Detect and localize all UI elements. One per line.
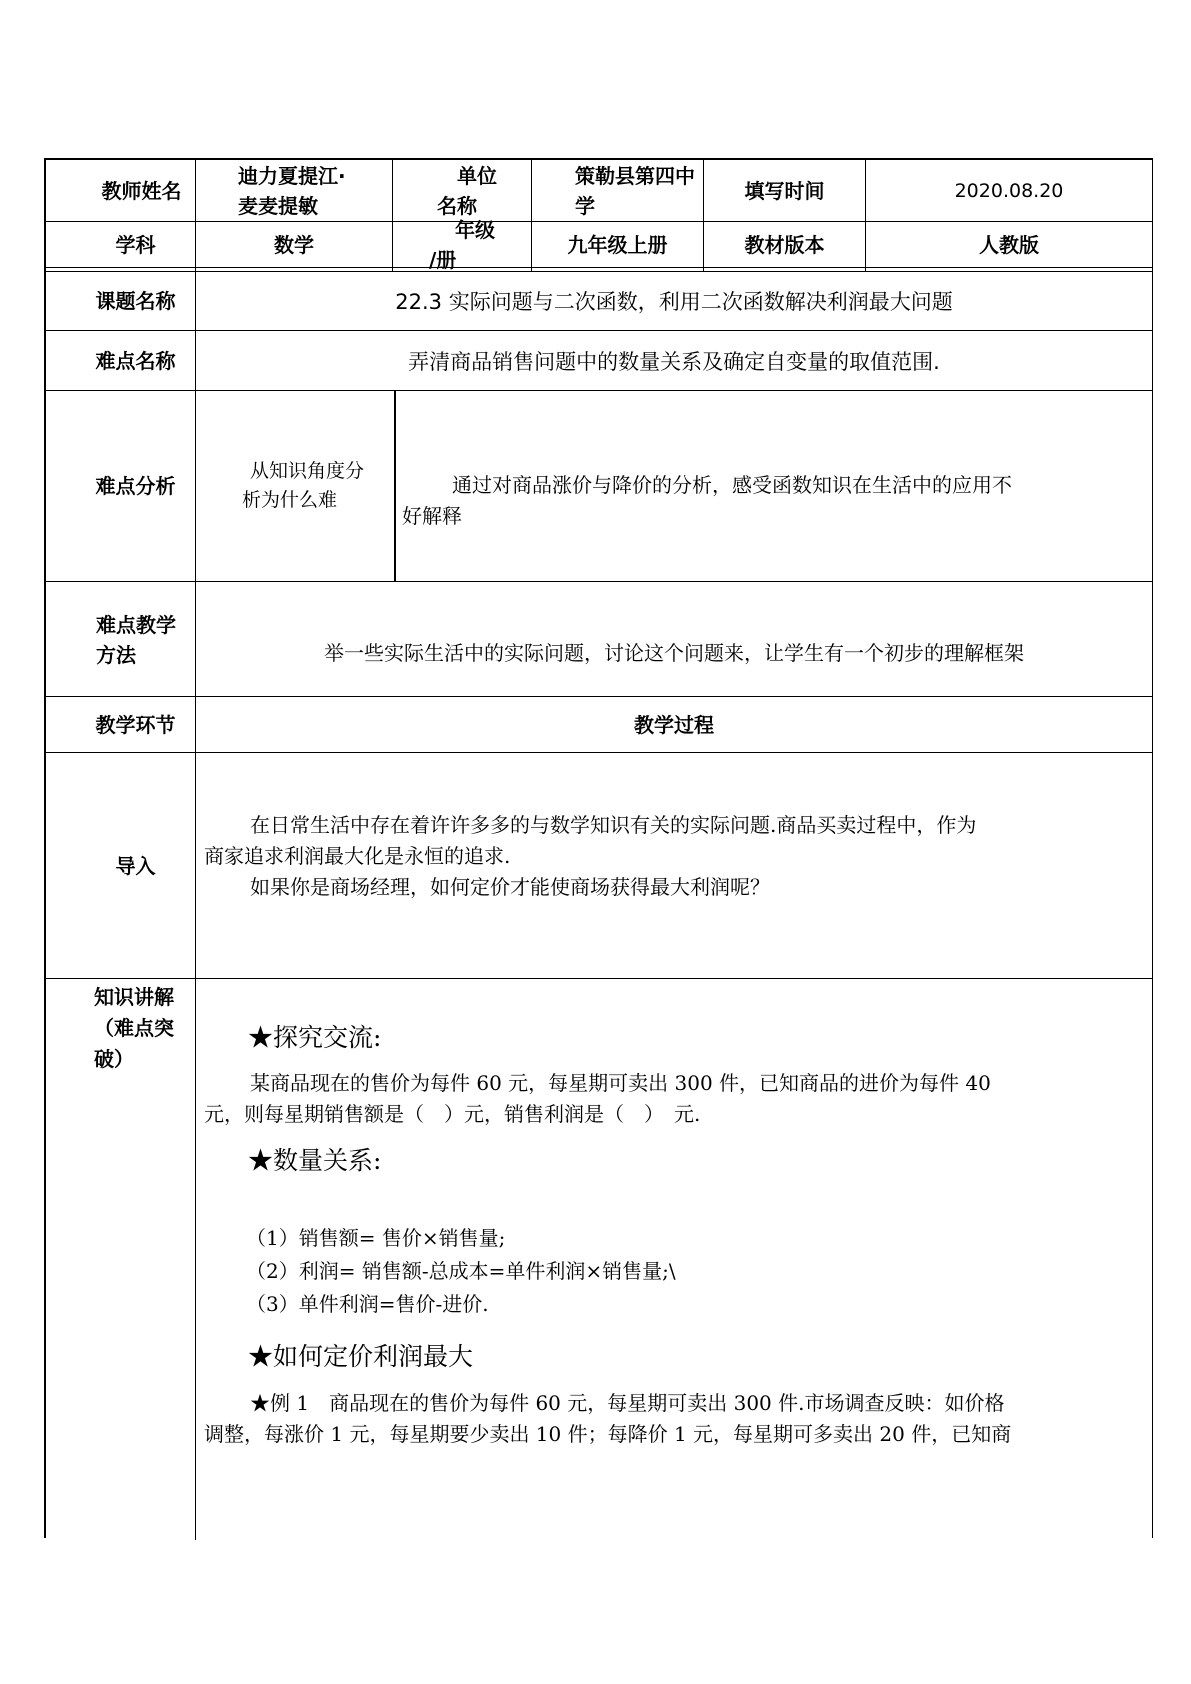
teacher-name-line: 麦麦提敏	[238, 193, 318, 218]
edition-value	[866, 222, 1152, 267]
topic-value	[196, 272, 1152, 330]
analysis-sub-label-line: 析为什么难	[242, 489, 338, 511]
unit-name-value	[532, 160, 703, 221]
process-header-value	[196, 697, 1152, 752]
intro-label-text: 导入	[115, 853, 156, 878]
method-label	[46, 600, 195, 680]
teacher-name-value	[196, 160, 392, 221]
row-divider	[46, 267, 1152, 268]
heading-explore-text: ★探究交流:	[248, 1023, 382, 1052]
intro-text-line: 在日常生活中存在着许许多多的与数学知识有关的实际问题.商品买卖过程中，作为	[250, 813, 977, 837]
topic-value-text: 22.3 实际问题与二次函数，利用二次函数解决利润最大问题	[395, 290, 953, 314]
knowledge-label-line: （难点突	[94, 1016, 174, 1040]
process-header-value-text: 教学过程	[634, 712, 714, 737]
topic-label	[46, 272, 195, 330]
difficulty-value-text: 弄清商品销售问题中的数量关系及确定自变量的取值范围.	[408, 349, 940, 374]
heading-pricing	[248, 1337, 473, 1373]
analysis-sub-label	[196, 391, 394, 581]
row-divider	[46, 752, 1152, 753]
heading-pricing-text: ★如何定价利润最大	[248, 1342, 474, 1371]
grade-value-text: 九年级上册	[567, 232, 668, 257]
problem-text-line: 元，则每星期销售额是（ ）元，销售利润是（ ） 元.	[204, 1102, 701, 1126]
unit-label-line: 单位	[457, 163, 497, 188]
intro-text	[204, 810, 1148, 903]
example-text-line: ★例 1 商品现在的售价为每件 60 元，每星期可卖出 300 件.市场调查反映：如价格	[250, 1391, 1005, 1415]
process-stage-label-text: 教学环节	[95, 712, 176, 737]
relation-item: （2）利润= 销售额-总成本=单件利润×销售量;\	[246, 1259, 676, 1283]
unit-name-line: 策勒县第四中	[575, 163, 695, 188]
analysis-text	[402, 470, 1148, 532]
analysis-label	[46, 391, 195, 581]
row-divider	[46, 581, 1152, 582]
teacher-name-label	[46, 160, 195, 221]
edition-label-text: 教材版本	[744, 232, 825, 257]
date-value	[866, 160, 1152, 221]
relation-item: （1）销售额= 售价×销售量;	[246, 1226, 506, 1250]
grade-label	[393, 218, 531, 271]
unit-label	[393, 160, 531, 221]
column-divider	[394, 390, 396, 581]
example-text	[204, 1388, 1148, 1450]
intro-text-line: 如果你是商场经理，如何定价才能使商场获得最大利润呢？	[250, 875, 770, 899]
problem-text-line: 某商品现在的售价为每件 60 元，每星期可卖出 300 件，已知商品的进价为每件 40	[250, 1071, 991, 1095]
analysis-sub-label-line: 从知识角度分	[250, 460, 365, 482]
method-text-line: 举一些实际生活中的实际问题，讨论这个问题来，让学生有一个初步的理解框架	[324, 641, 1024, 665]
unit-name-line: 学	[575, 193, 595, 218]
method-label-line: 方法	[96, 643, 136, 667]
problem-text	[204, 1068, 1148, 1130]
date-label-text: 填写时间	[744, 178, 825, 203]
grade-value	[532, 222, 703, 267]
lesson-plan-table	[44, 158, 1153, 1538]
knowledge-label	[94, 982, 194, 1075]
difficulty-label	[46, 331, 195, 390]
date-value-text: 2020.08.20	[954, 179, 1064, 202]
subject-value-text: 数学	[274, 232, 314, 257]
intro-text-line: 商家追求利润最大化是永恒的追求.	[204, 844, 511, 868]
analysis-text-line: 通过对商品涨价与降价的分析，感受函数知识在生活中的应用不	[452, 473, 1012, 497]
difficulty-label-text: 难点名称	[95, 348, 176, 373]
teacher-name-line: 迪力夏提江·	[238, 163, 346, 188]
analysis-label-text: 难点分析	[95, 474, 176, 498]
process-stage-label	[46, 697, 195, 752]
heading-explore	[248, 1018, 381, 1054]
analysis-text-line: 好解释	[402, 504, 462, 528]
grade-label-line: /册	[429, 247, 457, 272]
heading-relations-text: ★数量关系:	[248, 1146, 382, 1175]
relations-list	[246, 1222, 1146, 1321]
edition-value-text: 人教版	[979, 232, 1039, 257]
teacher-name-label-text: 教师姓名	[101, 178, 182, 203]
method-label-line: 难点教学	[96, 613, 176, 637]
edition-label	[704, 222, 865, 267]
date-label	[704, 160, 865, 221]
relation-item: （3）单件利润=售价-进价.	[246, 1292, 489, 1316]
example-text-line: 调整，每涨价 1 元，每星期要少卖出 10 件；每降价 1 元，每星期可多卖出 20 件，已知商	[204, 1422, 1012, 1446]
subject-label-text: 学科	[115, 232, 156, 257]
intro-label	[46, 753, 195, 978]
subject-label	[46, 222, 195, 267]
knowledge-label-line: 破）	[94, 1047, 134, 1071]
row-divider	[46, 978, 1152, 979]
heading-relations	[248, 1141, 381, 1177]
difficulty-value	[196, 331, 1152, 390]
knowledge-label-line: 知识讲解	[94, 985, 174, 1009]
method-text	[196, 638, 1152, 669]
unit-label-line: 名称	[437, 193, 477, 218]
subject-value	[196, 222, 392, 267]
grade-label-line: 年级	[455, 217, 495, 242]
topic-label-text: 课题名称	[95, 289, 176, 313]
